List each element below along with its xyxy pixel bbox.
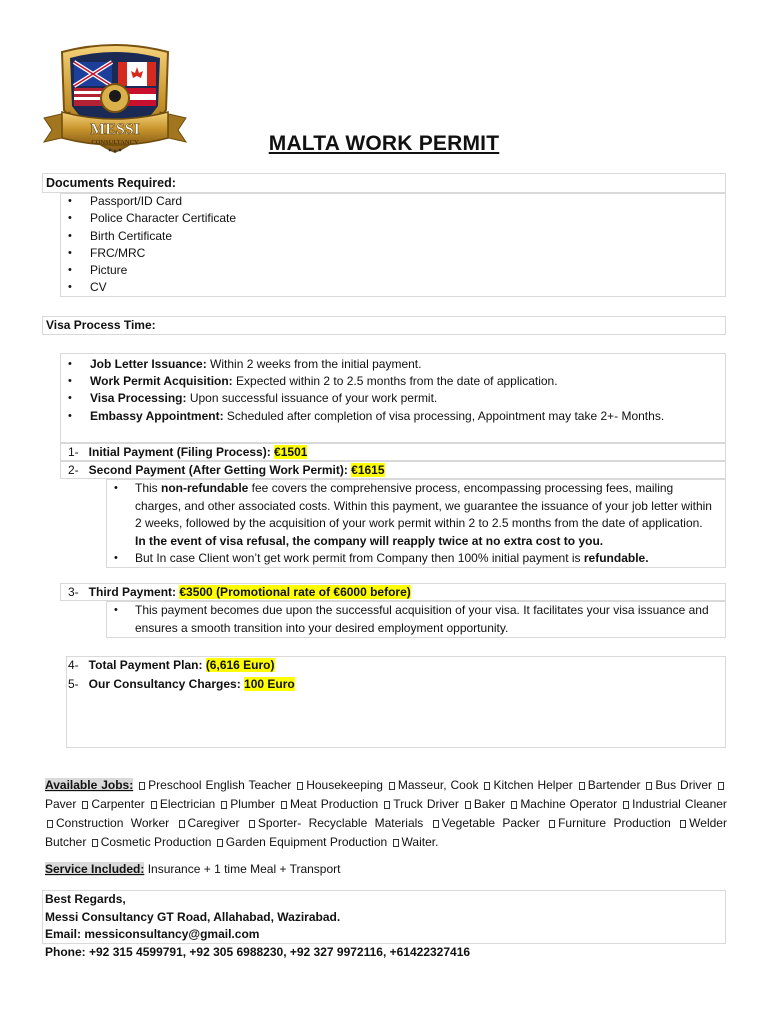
job-item: Waiter.	[401, 835, 439, 849]
payment-2-refund-note: But In case Client won’t get work permit from Company then 100% initial payment is refundable.	[135, 551, 649, 565]
logo-text: MESSI	[90, 121, 140, 138]
list-item: Birth Certificate	[90, 229, 173, 243]
job-item: Machine Operator	[520, 797, 618, 811]
job-bullet-icon	[579, 782, 585, 790]
job-item: Housekeeping	[306, 778, 383, 792]
documents-heading: Documents Required:	[46, 176, 176, 190]
payment-2-note: This non-refundable fee covers the comprehensive process, encompassing processing fees, mailing charges, and other associated costs. Within this payment, we guarantee the issuance of your job letter within 2 weeks, followed by the acquisition of your work permit within 2 to 2.5 months from the date of application. In the event of visa refusal, the company will reapply twice at no extra cost to you.	[135, 481, 712, 548]
list-item: FRC/MRC	[90, 246, 146, 260]
job-bullet-icon	[484, 782, 490, 790]
job-item: Plumber	[230, 797, 275, 811]
logo-subtext: CONSULTANCY	[91, 139, 139, 146]
job-bullet-icon	[623, 801, 629, 809]
job-bullet-icon	[92, 839, 98, 847]
job-bullet-icon	[680, 820, 686, 828]
page-title: MALTA WORK PERMIT	[268, 132, 500, 155]
visa-step: Embassy Appointment: Scheduled after completion of visa processing, Appointment may take 2+- Months.	[90, 409, 665, 423]
job-bullet-icon	[465, 801, 471, 809]
payment-third: 3- Third Payment: €3500 (Promotional rate of €6000 before)	[68, 585, 411, 599]
job-item: Bartender	[587, 778, 641, 792]
job-item: Kitchen Helper	[493, 778, 573, 792]
payment-initial: 1- Initial Payment (Filing Process): €1501	[68, 445, 308, 459]
available-jobs-label: Available Jobs:	[45, 778, 134, 792]
payment-total: 4- Total Payment Plan: (6,616 Euro)	[68, 658, 275, 672]
job-item: Construction Worker	[56, 816, 170, 830]
company-address: Messi Consultancy GT Road, Allahabad, Wazirabad.	[45, 909, 341, 924]
job-item: Cosmetic Production	[100, 835, 212, 849]
job-item: Sporter- Recyclable Materials	[257, 816, 424, 830]
job-item: Carpenter	[91, 797, 145, 811]
job-bullet-icon	[139, 782, 145, 790]
job-bullet-icon	[384, 801, 390, 809]
job-bullet-icon	[297, 782, 303, 790]
job-item: Paver	[45, 797, 77, 811]
job-bullet-icon	[393, 839, 399, 847]
job-bullet-icon	[249, 820, 255, 828]
job-bullet-icon	[511, 801, 517, 809]
list-item: Picture	[90, 263, 128, 277]
service-included: Service Included: Insurance + 1 time Meal + Transport	[45, 862, 341, 876]
job-item: Bus Driver	[655, 778, 713, 792]
job-bullet-icon	[281, 801, 287, 809]
job-bullet-icon	[179, 820, 185, 828]
job-item: Vegetable Packer	[441, 816, 540, 830]
job-bullet-icon	[82, 801, 88, 809]
job-bullet-icon	[389, 782, 395, 790]
job-item: Welder Butcher	[45, 816, 727, 849]
job-item: Industrial Cleaner	[632, 797, 727, 811]
job-item: Baker	[473, 797, 506, 811]
payment-second: 2- Second Payment (After Getting Work Permit): €1615	[68, 463, 385, 477]
payment-3-note: This payment becomes due upon the successful acquisition of your visa. It facilitates your visa issuance and ensures a smooth transition into your desired employment opportunity.	[135, 603, 709, 635]
job-bullet-icon	[47, 820, 53, 828]
list-item: Passport/ID Card	[90, 194, 183, 208]
consultancy-charges: 5- Our Consultancy Charges: 100 Euro	[68, 677, 295, 691]
job-item: Electrician	[159, 797, 216, 811]
job-bullet-icon	[217, 839, 223, 847]
contact-block	[45, 891, 470, 961]
job-bullet-icon	[718, 782, 724, 790]
job-bullet-icon	[549, 820, 555, 828]
job-item: Truck Driver	[393, 797, 459, 811]
job-item: Meat Production	[290, 797, 379, 811]
job-item: Masseur, Cook	[397, 778, 479, 792]
visa-step: Work Permit Acquisition: Expected within 2 to 2.5 months from the date of application.	[90, 374, 558, 388]
job-bullet-icon	[433, 820, 439, 828]
job-item: Preschool English Teacher	[148, 778, 292, 792]
job-bullet-icon	[151, 801, 157, 809]
job-bullet-icon	[646, 782, 652, 790]
visa-step: Visa Processing: Upon successful issuance of your work permit.	[90, 391, 438, 405]
job-bullet-icon	[221, 801, 227, 809]
regards: Best Regards,	[45, 892, 126, 906]
job-item: Garden Equipment Production	[225, 835, 388, 849]
available-jobs	[45, 776, 727, 852]
job-item: Furniture Production	[558, 816, 671, 830]
list-item: CV	[90, 280, 107, 294]
contact-email[interactable]: Email: messiconsultancy@gmail.com	[45, 927, 260, 941]
list-item: Police Character Certificate	[90, 211, 237, 225]
visa-process-heading: Visa Process Time:	[46, 318, 156, 332]
job-item: Caregiver	[187, 816, 240, 830]
visa-step: Job Letter Issuance: Within 2 weeks from the initial payment.	[90, 357, 422, 371]
contact-phone: Phone: +92 315 4599791, +92 305 6988230, +92 327 9972116, +61422327416	[45, 944, 471, 959]
